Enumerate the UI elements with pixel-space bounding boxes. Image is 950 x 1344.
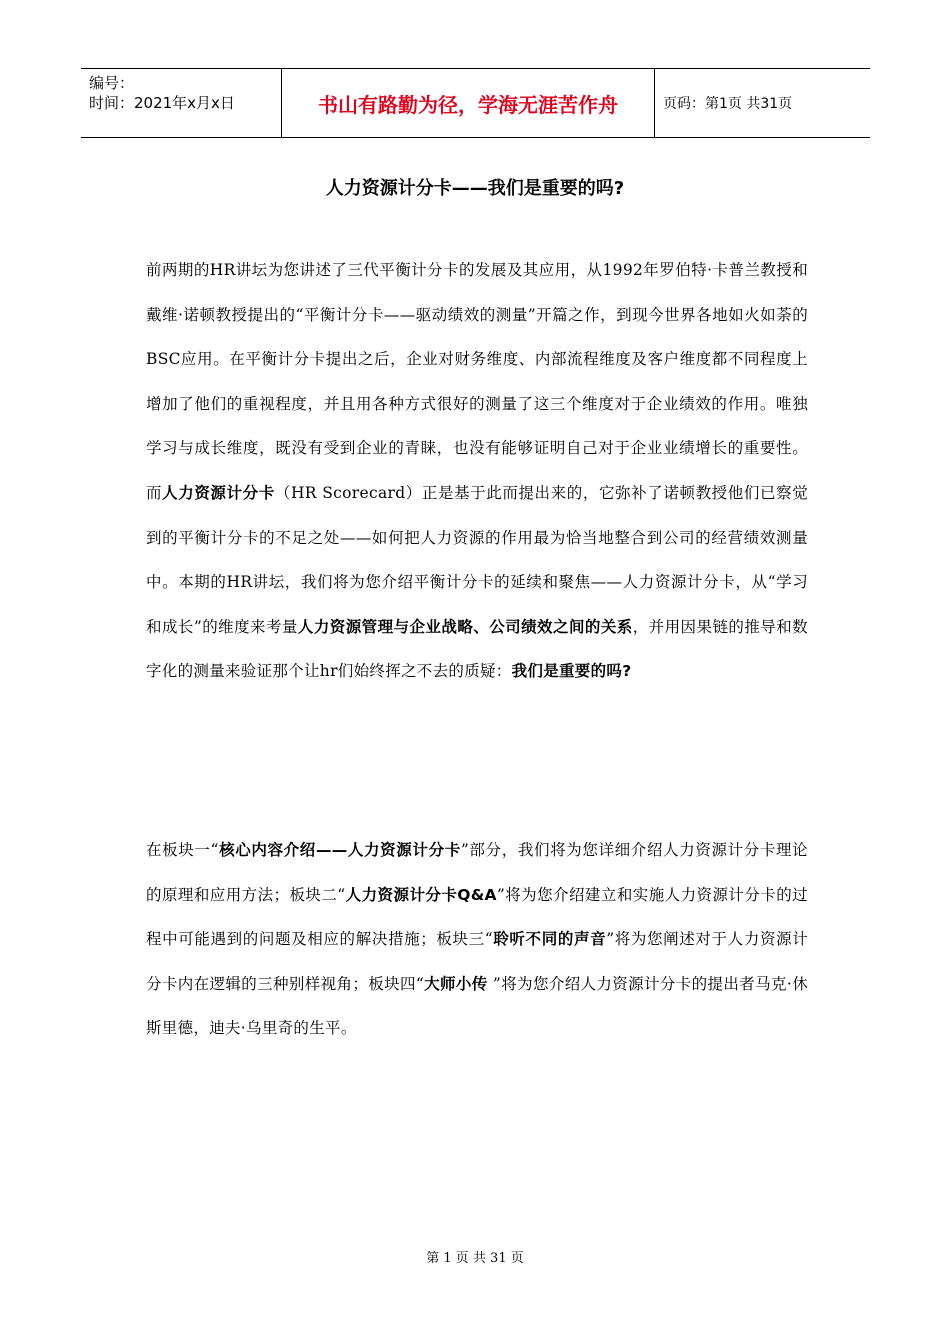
text-run: ”将为您介绍人力资源计分卡的提出者马克·休斯里德，迪夫·乌里奇的生平。 — [146, 974, 808, 1038]
header-meta — [81, 69, 281, 137]
header-motto: 书山有路勤为径，学海无涯苦作舟 — [281, 69, 655, 137]
text-run: ”将为您介绍建立和实施人力资源计分卡的过程中可能遇到的问题及相应的解决措施；板块三“ — [146, 885, 808, 949]
document-date: 时间：2021年x月x日 — [89, 94, 235, 112]
document-title: 人力资源计分卡——我们是重要的吗? — [325, 178, 625, 199]
text-run: 前两期的HR讲坛为您讲述了三代平衡计分卡的发展及其应用，从1992年罗伯特·卡普兰教授和戴维·诺顿教授提出的“平衡计分卡——驱动绩效的测量”开篇之作，到现今世界各地如火如荼的BSC应用。在平衡计分卡提出之后，企业对财务维度、内部流程维度及客户维度都不同程度上增加了他们的重视程度，并且用各种方式很好的测量了这三个维度对于企业绩效的作用。唯独学习与成长维度，既没有受到企业的青睐，也没有能够证明自己对于企业业绩增长的重要性。而 — [146, 261, 808, 502]
document-header — [81, 68, 870, 138]
text-run: ”部分，我们将为您详细介绍人力资源计分卡理论的原理和应用方法；板块二“ — [146, 841, 808, 904]
bold-run: 人力资源管理与企业战略、公司绩效之间的关系 — [297, 617, 633, 636]
bold-run: 人力资源计分卡 — [162, 483, 275, 502]
header-page-info: 页码：第1页 共31页 — [663, 96, 793, 112]
bold-run: 大师小传 — [424, 974, 488, 993]
text-run: （HR Scorecard）正是基于此而提出来的，它弥补了诺顿教授他们已察觉到的平衡计分卡的不足之处——如何把人力资源的作用最为恰当地整合到公司的经营绩效测量中。本期的HR讲坛，我们将为您介绍平衡计分卡的延续和聚焦——人力资源计分卡，从“学习和成长”的维度来考量 — [146, 483, 808, 636]
text-run: ”将为您阐述对于人力资源计分卡内在逻辑的三种别样视角；板块四“ — [146, 930, 809, 993]
bold-run: 聆听不同的声音 — [492, 930, 607, 949]
text-run: 在板块一“ — [146, 841, 219, 859]
page-footer: 第 1 页 共 31 页 — [426, 1251, 524, 1266]
bold-run: 核心内容介绍——人力资源计分卡 — [218, 841, 461, 859]
bold-run: 我们是重要的吗? — [511, 662, 632, 681]
document-number: 编号： — [89, 74, 135, 92]
text-run: ，并用因果链的推导和数字化的测量来验证那个让hr们始终挥之不去的质疑： — [146, 617, 808, 681]
sections-paragraph — [146, 828, 808, 1051]
intro-paragraph — [146, 248, 808, 694]
bold-run: 人力资源计分卡Q&A — [345, 885, 497, 904]
